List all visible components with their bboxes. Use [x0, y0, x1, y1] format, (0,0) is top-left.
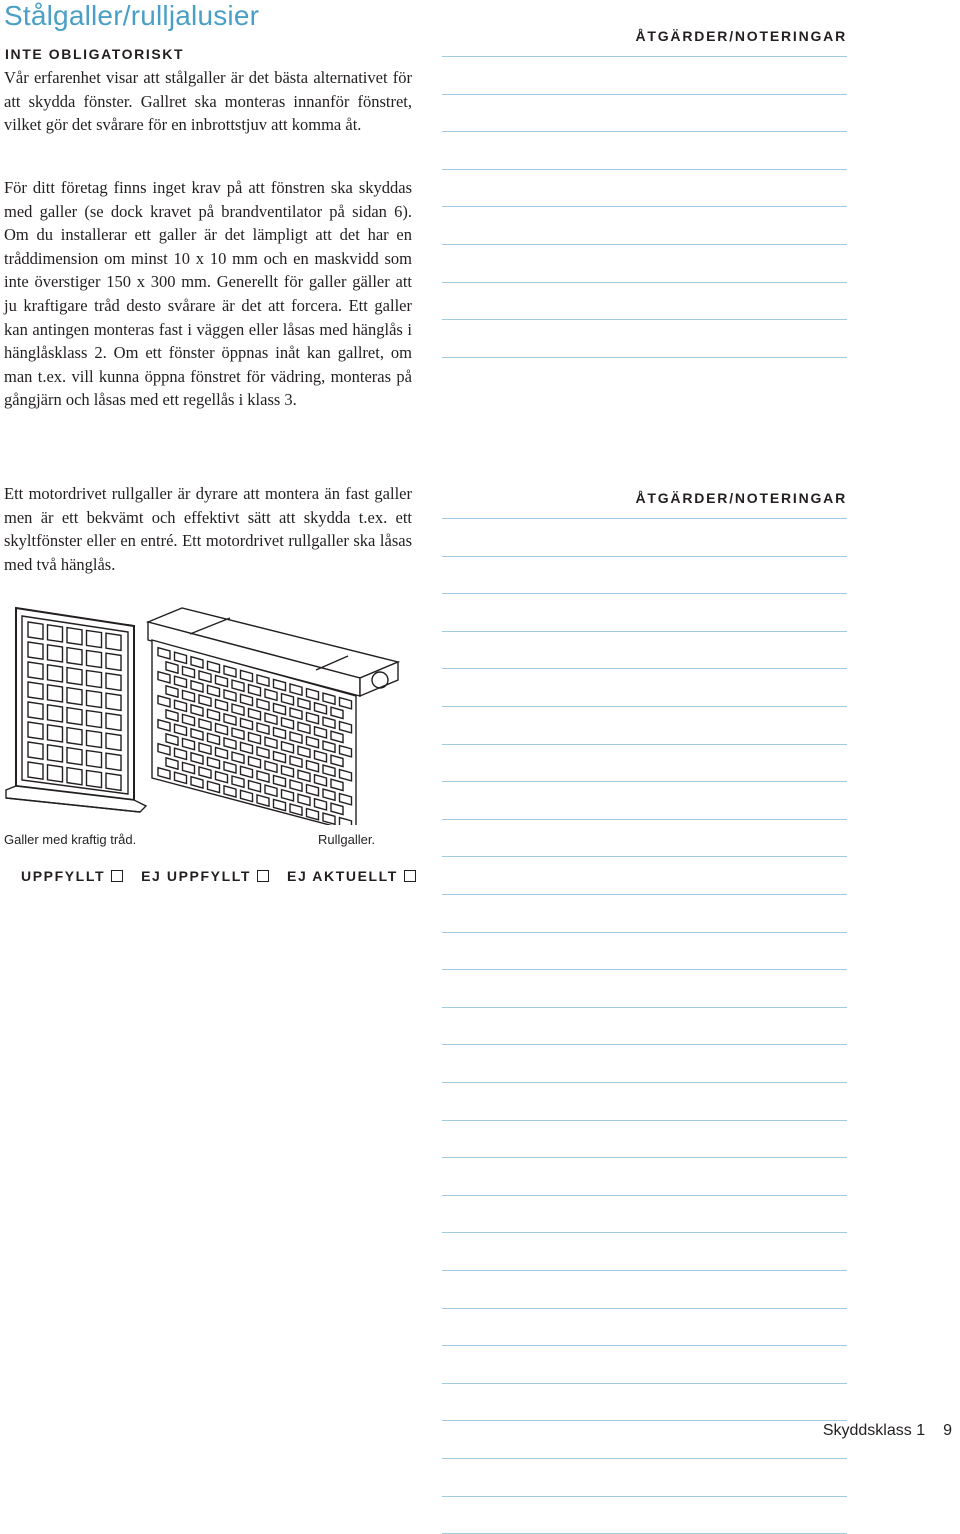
- note-line[interactable]: [442, 1195, 847, 1196]
- checkbox-square-icon[interactable]: [404, 870, 416, 882]
- note-line[interactable]: [442, 932, 847, 933]
- note-line[interactable]: [442, 206, 847, 207]
- paragraph-roller-grille: Ett motordrivet rullgaller är dyrare att montera än fast galler men är ett bekvämt och effektivt sätt att skydda t.ex. ett skyltfönster eller en entré. Ett motordrivet rullgaller ska låsas med två hänglås.: [4, 484, 412, 574]
- note-line[interactable]: [442, 1044, 847, 1045]
- notes-heading-1: ÅTGÄRDER/NOTERINGAR: [635, 28, 847, 44]
- paragraph-requirements: För ditt företag finns inget krav på att fönstren ska skyddas med galler (se dock kravet på brandventilator på sidan 6). Om du installerar ett galler är det lämpligt att det har en tråddimension om minst 10 x 10 mm och en maskvidd som inte överstiger 150 x 300 mm. Generellt för galler gäller att ju kraftigare tråd desto svårare är det att forcera. Ett galler kan antingen monteras fast i väggen eller låsas med hänglås i hänglåsklass 2. Om ett fönster öppnas inåt kan gallret, om man t.ex. vill kunna öppna fönstret för vädring, monteras på gångjärn och låsas med ett regellås i klass 3.: [4, 178, 412, 410]
- caption-fixed-grille: Galler med kraftig tråd.: [4, 832, 137, 847]
- note-line[interactable]: [442, 169, 847, 170]
- note-line[interactable]: [442, 56, 847, 57]
- note-line[interactable]: [442, 131, 847, 132]
- page-title: Stålgaller/rulljalusier: [4, 0, 260, 31]
- footer-page-number: 9: [943, 1422, 952, 1439]
- note-line[interactable]: [442, 357, 847, 358]
- note-line[interactable]: [442, 706, 847, 707]
- note-line[interactable]: [442, 894, 847, 895]
- paragraph-intro: Vår erfarenhet visar att stålgaller är det bästa alternativet för att skydda fönster. Gallret ska monteras innanför fönstret, vilket gör det svårare för en inbrottstjuv att komma åt.: [4, 68, 412, 135]
- note-line[interactable]: [442, 518, 847, 519]
- note-line[interactable]: [442, 319, 847, 320]
- compliance-checkboxes: [21, 868, 416, 884]
- checkbox-square-icon[interactable]: [257, 870, 269, 882]
- checkbox-not-fulfilled-label: EJ UPPFYLLT: [141, 868, 251, 884]
- checkbox-not-fulfilled[interactable]: [141, 868, 269, 884]
- checkbox-not-applicable[interactable]: [287, 868, 416, 884]
- note-line[interactable]: [442, 1496, 847, 1497]
- note-line[interactable]: [442, 781, 847, 782]
- roller-grille-drawing: [148, 608, 398, 825]
- checkbox-square-icon[interactable]: [111, 870, 123, 882]
- note-line[interactable]: [442, 969, 847, 970]
- note-line[interactable]: [442, 631, 847, 632]
- note-line[interactable]: [442, 1270, 847, 1271]
- note-line[interactable]: [442, 1420, 847, 1421]
- note-line[interactable]: [442, 1458, 847, 1459]
- note-line[interactable]: [442, 1345, 847, 1346]
- note-line[interactable]: [442, 1007, 847, 1008]
- checkbox-fulfilled[interactable]: [21, 868, 123, 884]
- note-line[interactable]: [442, 593, 847, 594]
- footer-section: Skyddsklass 1: [822, 1422, 926, 1439]
- note-line[interactable]: [442, 1308, 847, 1309]
- requirement-subheading: INTE OBLIGATORISKT: [5, 46, 185, 62]
- note-line[interactable]: [442, 668, 847, 669]
- note-line[interactable]: [442, 556, 847, 557]
- checkbox-fulfilled-label: UPPFYLLT: [21, 868, 106, 884]
- note-line[interactable]: [442, 244, 847, 245]
- note-line[interactable]: [442, 94, 847, 95]
- note-line[interactable]: [442, 1232, 847, 1233]
- note-line[interactable]: [442, 282, 847, 283]
- note-line[interactable]: [442, 1157, 847, 1158]
- note-line[interactable]: [442, 1383, 847, 1384]
- note-line[interactable]: [442, 819, 847, 820]
- note-line[interactable]: [442, 856, 847, 857]
- note-line[interactable]: [442, 1120, 847, 1121]
- note-line[interactable]: [442, 1082, 847, 1083]
- caption-roller-grille: Rullgaller.: [318, 832, 376, 847]
- notes-heading-2: ÅTGÄRDER/NOTERINGAR: [635, 490, 847, 506]
- checkbox-not-applicable-label: EJ AKTUELLT: [287, 868, 398, 884]
- grille-illustrations: [0, 600, 440, 825]
- fixed-grille-drawing: [6, 608, 146, 812]
- page-footer: [823, 1422, 952, 1440]
- note-line[interactable]: [442, 744, 847, 745]
